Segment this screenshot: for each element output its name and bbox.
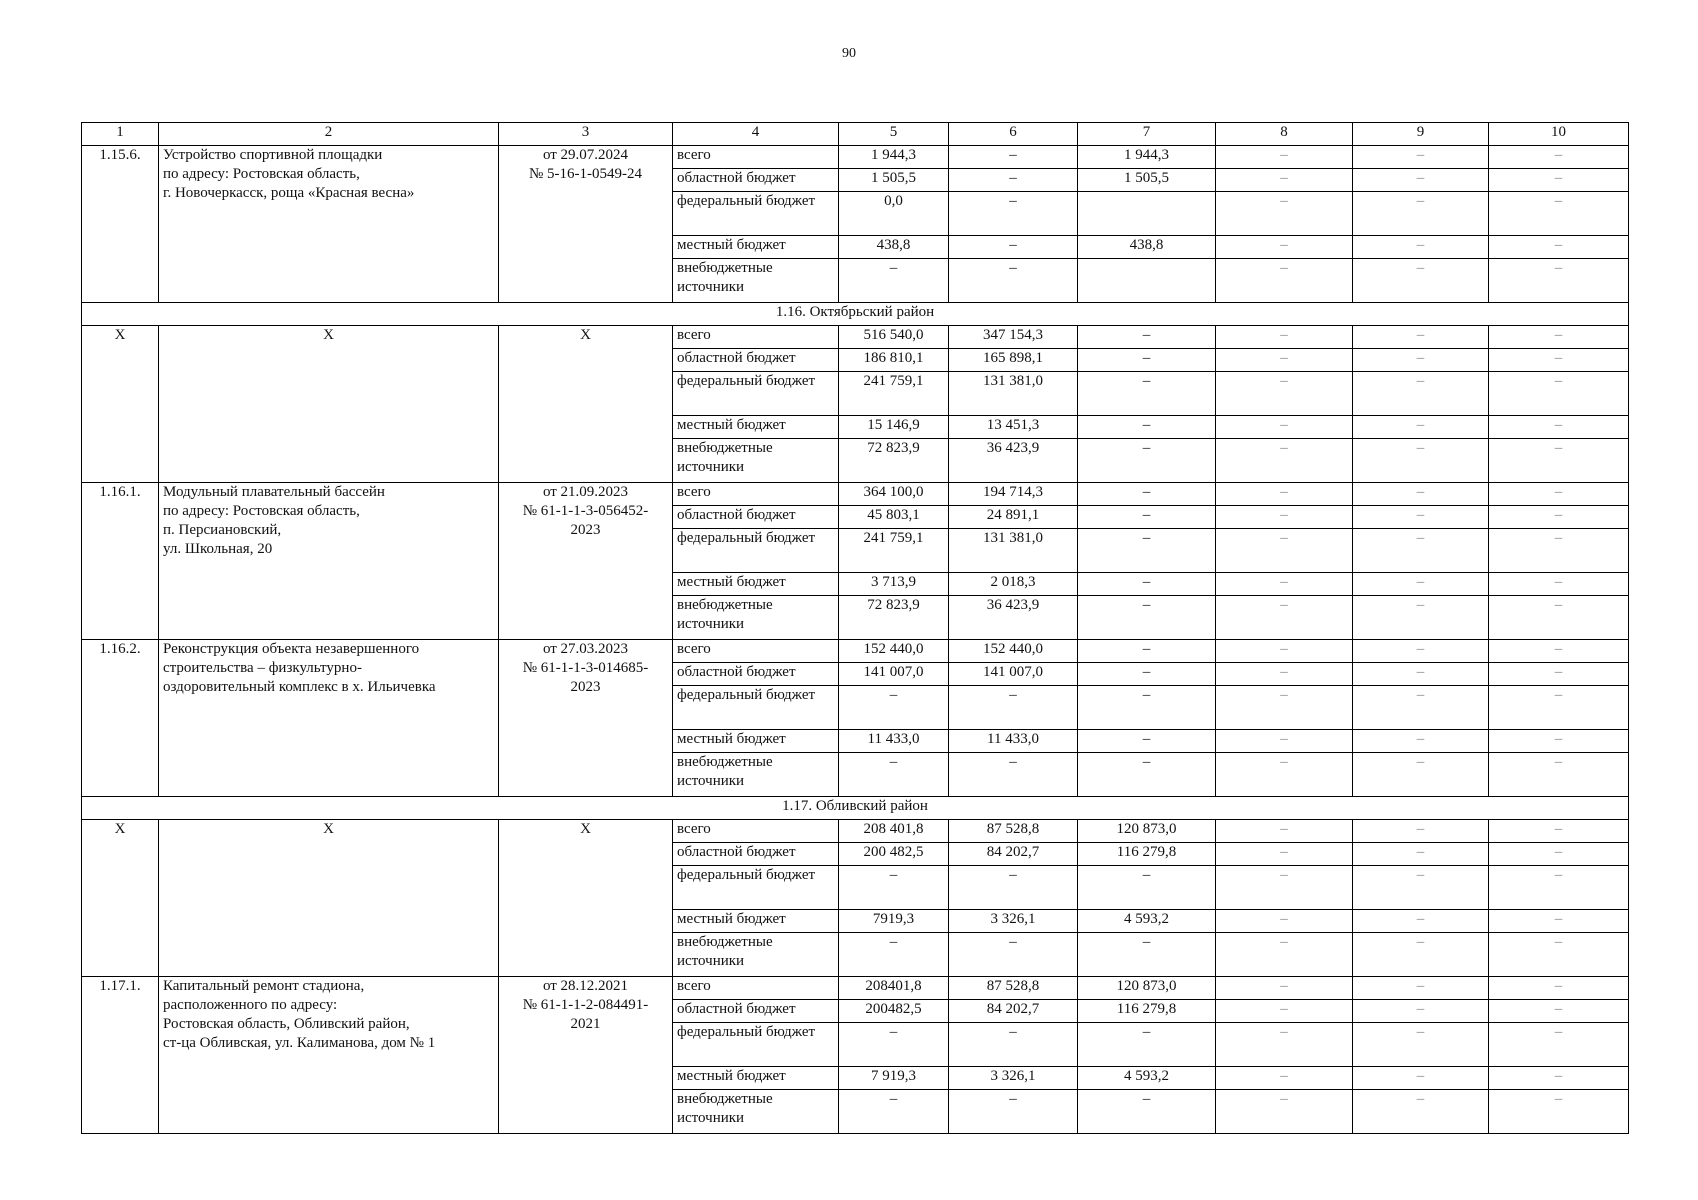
amount-cell: 208 401,8: [839, 820, 949, 843]
amount-cell: –: [949, 1090, 1078, 1134]
section-title: 1.16. Октябрьский район: [82, 303, 1629, 326]
amount-cell: –: [1078, 640, 1216, 663]
amount-cell: 84 202,7: [949, 843, 1078, 866]
funding-table: [81, 122, 1629, 1134]
column-number-cell: 4: [673, 123, 839, 146]
budget-source-label: областной бюджет: [673, 506, 839, 529]
column-number-cell: 2: [159, 123, 499, 146]
amount-cell: –: [1078, 483, 1216, 506]
amount-cell: –: [1489, 259, 1629, 303]
column-number-cell: 6: [949, 123, 1078, 146]
amount-cell: –: [1216, 866, 1353, 910]
amount-cell: 200482,5: [839, 1000, 949, 1023]
amount-cell: 72 823,9: [839, 596, 949, 640]
amount-cell: –: [949, 933, 1078, 977]
amount-cell: 3 713,9: [839, 573, 949, 596]
item-number-cell: 1.17.1.: [82, 977, 159, 1134]
amount-cell: –: [839, 259, 949, 303]
table-row: [82, 326, 1629, 349]
amount-cell: –: [1353, 372, 1489, 416]
amount-cell: –: [1489, 596, 1629, 640]
amount-cell: 87 528,8: [949, 820, 1078, 843]
item-name-cell: Х: [159, 326, 499, 483]
amount-cell: 7 919,3: [839, 1067, 949, 1090]
amount-cell: –: [1489, 1090, 1629, 1134]
amount-cell: –: [949, 259, 1078, 303]
amount-cell: –: [1353, 529, 1489, 573]
item-number-cell: Х: [82, 820, 159, 977]
amount-cell: –: [1216, 416, 1353, 439]
amount-cell: –: [1489, 933, 1629, 977]
amount-cell: –: [1078, 529, 1216, 573]
amount-cell: –: [1353, 910, 1489, 933]
amount-cell: 2 018,3: [949, 573, 1078, 596]
item-number-cell: Х: [82, 326, 159, 483]
amount-cell: –: [1353, 933, 1489, 977]
amount-cell: –: [1489, 169, 1629, 192]
amount-cell: –: [1489, 1000, 1629, 1023]
item-name-cell: Х: [159, 820, 499, 977]
amount-cell: –: [1489, 146, 1629, 169]
amount-cell: –: [1216, 753, 1353, 797]
budget-source-label: федеральный бюджет: [673, 192, 839, 236]
budget-source-label: внебюджетные источники: [673, 1090, 839, 1134]
amount-cell: 438,8: [1078, 236, 1216, 259]
page-number: 90: [842, 46, 856, 61]
amount-cell: –: [1353, 483, 1489, 506]
amount-cell: –: [1353, 259, 1489, 303]
amount-cell: 200 482,5: [839, 843, 949, 866]
amount-cell: 131 381,0: [949, 372, 1078, 416]
amount-cell: –: [1353, 439, 1489, 483]
item-name-cell: Модульный плавательный бассейн по адресу: Ростовская область, п. Персиановский, ул. Школьная, 20: [159, 483, 499, 640]
amount-cell: 141 007,0: [839, 663, 949, 686]
amount-cell: –: [1353, 1067, 1489, 1090]
item-name-cell: Реконструкция объекта незавершенного строительства – физкультурно- оздоровительный комплекс в х. Ильичевка: [159, 640, 499, 797]
amount-cell: –: [1353, 1090, 1489, 1134]
section-title: 1.17. Обливский район: [82, 797, 1629, 820]
amount-cell: –: [1489, 236, 1629, 259]
amount-cell: 241 759,1: [839, 372, 949, 416]
amount-cell: 120 873,0: [1078, 977, 1216, 1000]
budget-source-label: всего: [673, 326, 839, 349]
amount-cell: –: [1489, 663, 1629, 686]
budget-source-label: всего: [673, 640, 839, 663]
amount-cell: –: [1216, 326, 1353, 349]
amount-cell: –: [1489, 192, 1629, 236]
amount-cell: –: [1353, 686, 1489, 730]
amount-cell: –: [1353, 349, 1489, 372]
section-row: [82, 303, 1629, 326]
amount-cell: 3 326,1: [949, 910, 1078, 933]
amount-cell: –: [1489, 326, 1629, 349]
amount-cell: 36 423,9: [949, 596, 1078, 640]
amount-cell: –: [1353, 843, 1489, 866]
amount-cell: –: [1489, 483, 1629, 506]
amount-cell: –: [1078, 372, 1216, 416]
budget-source-label: всего: [673, 820, 839, 843]
amount-cell: –: [839, 1090, 949, 1134]
amount-cell: –: [1353, 1000, 1489, 1023]
amount-cell: 3 326,1: [949, 1067, 1078, 1090]
amount-cell: –: [1489, 1023, 1629, 1067]
amount-cell: –: [1216, 573, 1353, 596]
amount-cell: –: [1489, 640, 1629, 663]
amount-cell: –: [1353, 192, 1489, 236]
amount-cell: –: [1216, 977, 1353, 1000]
amount-cell: –: [1489, 730, 1629, 753]
amount-cell: –: [1353, 169, 1489, 192]
amount-cell: –: [1216, 349, 1353, 372]
item-number-cell: 1.16.1.: [82, 483, 159, 640]
item-document-cell: Х: [499, 326, 673, 483]
amount-cell: 141 007,0: [949, 663, 1078, 686]
amount-cell: –: [1078, 1023, 1216, 1067]
amount-cell: –: [1353, 596, 1489, 640]
amount-cell: –: [1489, 372, 1629, 416]
amount-cell: –: [1078, 506, 1216, 529]
amount-cell: 36 423,9: [949, 439, 1078, 483]
budget-source-label: федеральный бюджет: [673, 686, 839, 730]
amount-cell: 120 873,0: [1078, 820, 1216, 843]
amount-cell: –: [1489, 910, 1629, 933]
amount-cell: 1 505,5: [839, 169, 949, 192]
amount-cell: –: [1078, 326, 1216, 349]
amount-cell: –: [1353, 663, 1489, 686]
column-number-cell: 8: [1216, 123, 1353, 146]
amount-cell: –: [1489, 439, 1629, 483]
amount-cell: 11 433,0: [839, 730, 949, 753]
amount-cell: –: [1216, 192, 1353, 236]
amount-cell: –: [1216, 1023, 1353, 1067]
budget-source-label: всего: [673, 977, 839, 1000]
amount-cell: –: [1216, 1067, 1353, 1090]
column-number-cell: 1: [82, 123, 159, 146]
amount-cell: 45 803,1: [839, 506, 949, 529]
amount-cell: –: [1489, 529, 1629, 573]
amount-cell: 4 593,2: [1078, 1067, 1216, 1090]
budget-source-label: областной бюджет: [673, 663, 839, 686]
budget-source-label: федеральный бюджет: [673, 866, 839, 910]
amount-cell: 72 823,9: [839, 439, 949, 483]
amount-cell: –: [1489, 843, 1629, 866]
amount-cell: –: [1216, 730, 1353, 753]
column-number-cell: 9: [1353, 123, 1489, 146]
amount-cell: –: [949, 169, 1078, 192]
item-document-cell: от 21.09.2023 № 61-1-1-3-056452- 2023: [499, 483, 673, 640]
budget-source-label: областной бюджет: [673, 169, 839, 192]
budget-source-label: местный бюджет: [673, 416, 839, 439]
budget-source-label: федеральный бюджет: [673, 529, 839, 573]
budget-source-label: областной бюджет: [673, 349, 839, 372]
amount-cell: –: [1353, 573, 1489, 596]
amount-cell: 13 451,3: [949, 416, 1078, 439]
budget-source-label: всего: [673, 146, 839, 169]
budget-source-label: внебюджетные источники: [673, 259, 839, 303]
amount-cell: –: [1353, 326, 1489, 349]
amount-cell: –: [1216, 1090, 1353, 1134]
budget-source-label: областной бюджет: [673, 1000, 839, 1023]
amount-cell: –: [1353, 820, 1489, 843]
amount-cell: –: [1216, 910, 1353, 933]
item-document-cell: Х: [499, 820, 673, 977]
amount-cell: 208401,8: [839, 977, 949, 1000]
column-number-cell: 3: [499, 123, 673, 146]
amount-cell: –: [839, 933, 949, 977]
amount-cell: –: [1353, 730, 1489, 753]
amount-cell: –: [1353, 866, 1489, 910]
amount-cell: –: [1216, 933, 1353, 977]
item-number-cell: 1.16.2.: [82, 640, 159, 797]
amount-cell: –: [949, 146, 1078, 169]
amount-cell: –: [1078, 933, 1216, 977]
amount-cell: –: [949, 753, 1078, 797]
amount-cell: [1078, 259, 1216, 303]
amount-cell: –: [1353, 416, 1489, 439]
amount-cell: –: [1489, 416, 1629, 439]
amount-cell: –: [1078, 730, 1216, 753]
amount-cell: –: [1078, 573, 1216, 596]
amount-cell: 0,0: [839, 192, 949, 236]
amount-cell: 15 146,9: [839, 416, 949, 439]
amount-cell: 364 100,0: [839, 483, 949, 506]
budget-source-label: внебюджетные источники: [673, 753, 839, 797]
amount-cell: 186 810,1: [839, 349, 949, 372]
amount-cell: –: [1489, 977, 1629, 1000]
table-row: [82, 146, 1629, 169]
item-document-cell: от 28.12.2021 № 61-1-1-2-084491- 2021: [499, 977, 673, 1134]
item-name-cell: Устройство спортивной площадки по адресу: Ростовская область, г. Новочеркасск, роща «Красная весна»: [159, 146, 499, 303]
amount-cell: –: [1078, 753, 1216, 797]
amount-cell: –: [1353, 977, 1489, 1000]
amount-cell: 1 944,3: [1078, 146, 1216, 169]
amount-cell: –: [949, 1023, 1078, 1067]
budget-source-label: федеральный бюджет: [673, 372, 839, 416]
amount-cell: –: [1353, 753, 1489, 797]
amount-cell: 152 440,0: [839, 640, 949, 663]
amount-cell: –: [1216, 372, 1353, 416]
budget-source-label: местный бюджет: [673, 236, 839, 259]
budget-source-label: местный бюджет: [673, 573, 839, 596]
column-number-cell: 10: [1489, 123, 1629, 146]
amount-cell: 116 279,8: [1078, 1000, 1216, 1023]
item-document-cell: от 27.03.2023 № 61-1-1-3-014685- 2023: [499, 640, 673, 797]
amount-cell: –: [1353, 640, 1489, 663]
amount-cell: –: [1216, 596, 1353, 640]
amount-cell: –: [1489, 573, 1629, 596]
amount-cell: –: [1353, 236, 1489, 259]
column-number-cell: 5: [839, 123, 949, 146]
amount-cell: –: [839, 1023, 949, 1067]
amount-cell: –: [1216, 259, 1353, 303]
amount-cell: [1078, 192, 1216, 236]
table-row: [82, 483, 1629, 506]
amount-cell: –: [949, 686, 1078, 730]
column-number-cell: 7: [1078, 123, 1216, 146]
amount-cell: –: [1078, 1090, 1216, 1134]
amount-cell: 131 381,0: [949, 529, 1078, 573]
amount-cell: –: [1216, 506, 1353, 529]
amount-cell: –: [1216, 663, 1353, 686]
budget-source-label: внебюджетные источники: [673, 439, 839, 483]
amount-cell: 194 714,3: [949, 483, 1078, 506]
amount-cell: –: [1216, 529, 1353, 573]
amount-cell: –: [1489, 506, 1629, 529]
amount-cell: –: [949, 192, 1078, 236]
amount-cell: –: [949, 866, 1078, 910]
item-number-cell: 1.15.6.: [82, 146, 159, 303]
amount-cell: 11 433,0: [949, 730, 1078, 753]
item-name-cell: Капитальный ремонт стадиона, расположенного по адресу: Ростовская область, Обливский район, ст-ца Обливская, ул. Калиманова, дом № 1: [159, 977, 499, 1134]
amount-cell: –: [1489, 753, 1629, 797]
budget-source-label: местный бюджет: [673, 730, 839, 753]
budget-source-label: федеральный бюджет: [673, 1023, 839, 1067]
budget-source-label: местный бюджет: [673, 910, 839, 933]
amount-cell: –: [839, 753, 949, 797]
amount-cell: –: [1353, 506, 1489, 529]
amount-cell: –: [1353, 1023, 1489, 1067]
item-document-cell: от 29.07.2024 № 5-16-1-0549-24: [499, 146, 673, 303]
table-row: [82, 820, 1629, 843]
amount-cell: –: [1216, 483, 1353, 506]
budget-source-label: местный бюджет: [673, 1067, 839, 1090]
amount-cell: –: [839, 866, 949, 910]
amount-cell: –: [1216, 236, 1353, 259]
amount-cell: 116 279,8: [1078, 843, 1216, 866]
amount-cell: –: [949, 236, 1078, 259]
amount-cell: 1 505,5: [1078, 169, 1216, 192]
amount-cell: –: [1489, 820, 1629, 843]
amount-cell: –: [1489, 1067, 1629, 1090]
budget-source-label: внебюджетные источники: [673, 933, 839, 977]
amount-cell: 1 944,3: [839, 146, 949, 169]
amount-cell: 84 202,7: [949, 1000, 1078, 1023]
amount-cell: 152 440,0: [949, 640, 1078, 663]
amount-cell: 347 154,3: [949, 326, 1078, 349]
amount-cell: –: [1216, 843, 1353, 866]
amount-cell: –: [1216, 439, 1353, 483]
amount-cell: –: [1078, 663, 1216, 686]
amount-cell: 4 593,2: [1078, 910, 1216, 933]
amount-cell: –: [839, 686, 949, 730]
amount-cell: –: [1353, 146, 1489, 169]
budget-source-label: всего: [673, 483, 839, 506]
amount-cell: –: [1489, 349, 1629, 372]
amount-cell: –: [1078, 686, 1216, 730]
budget-source-label: внебюджетные источники: [673, 596, 839, 640]
section-row: [82, 797, 1629, 820]
amount-cell: –: [1078, 416, 1216, 439]
amount-cell: 24 891,1: [949, 506, 1078, 529]
amount-cell: –: [1489, 866, 1629, 910]
amount-cell: –: [1078, 596, 1216, 640]
amount-cell: –: [1216, 820, 1353, 843]
budget-source-label: областной бюджет: [673, 843, 839, 866]
amount-cell: 7919,3: [839, 910, 949, 933]
column-number-row: [82, 123, 1629, 146]
amount-cell: –: [1216, 169, 1353, 192]
amount-cell: –: [1216, 686, 1353, 730]
amount-cell: –: [1216, 146, 1353, 169]
amount-cell: –: [1078, 866, 1216, 910]
amount-cell: –: [1216, 640, 1353, 663]
amount-cell: –: [1489, 686, 1629, 730]
amount-cell: –: [1078, 349, 1216, 372]
amount-cell: 165 898,1: [949, 349, 1078, 372]
amount-cell: –: [1216, 1000, 1353, 1023]
amount-cell: 516 540,0: [839, 326, 949, 349]
table-row: [82, 977, 1629, 1000]
amount-cell: –: [1078, 439, 1216, 483]
amount-cell: 241 759,1: [839, 529, 949, 573]
table-row: [82, 640, 1629, 663]
amount-cell: 438,8: [839, 236, 949, 259]
amount-cell: 87 528,8: [949, 977, 1078, 1000]
